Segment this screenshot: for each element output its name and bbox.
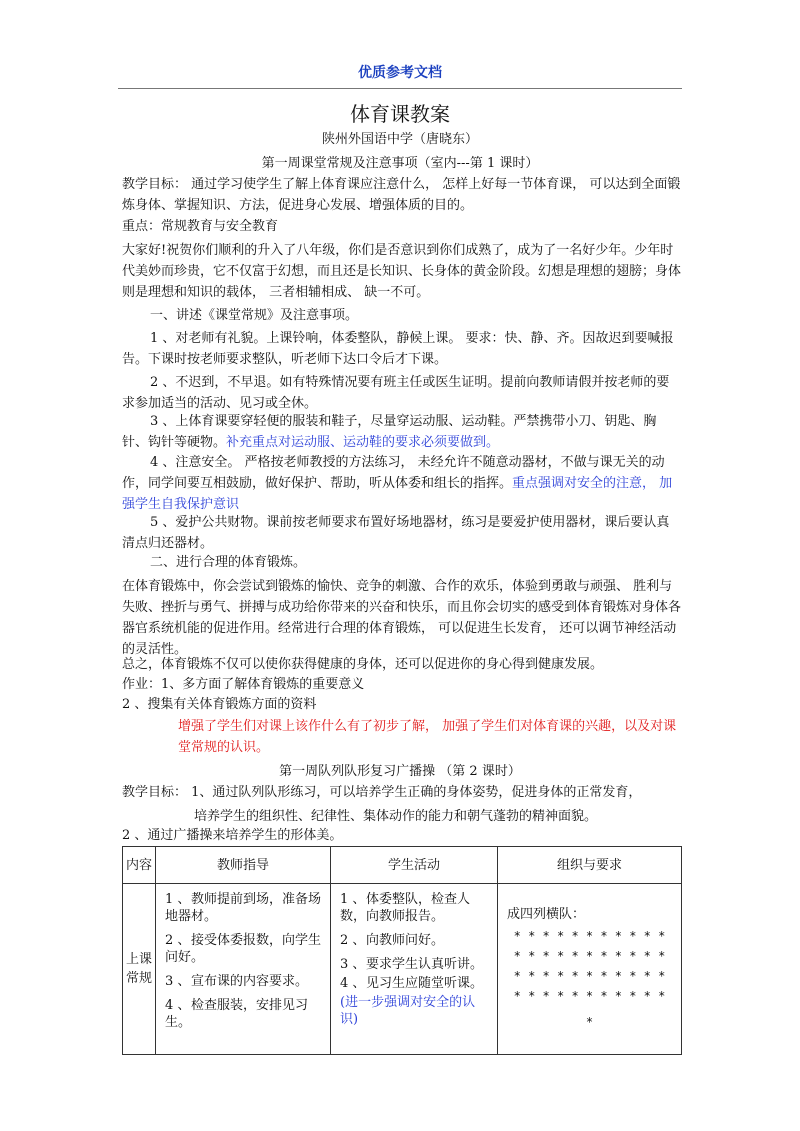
student-activity-cell [331,884,498,1055]
header-teacher: 教师指导 [156,847,331,884]
section-1-heading: 一、讲述《课堂常规》及注意事项。 [150,308,359,323]
list-item: 4 、见习生应随堂听课。 [340,976,484,991]
header-content: 内容 [123,847,156,884]
goal-2-line-2: 培养学生的组织性、纪律性、集体动作的能力和朝气蓬勃的精神面貌。 [194,809,598,824]
teacher-guidance-cell [156,884,331,1055]
rule-2: 2 、不迟到，不早退。如有特殊情况要有班主任或医生证明。提前向教师请假并按老师的要求参加适当的活动、见习或全休。 [122,375,670,411]
header-rule [118,88,682,89]
intro-paragraph: 大家好!祝贺你们顺利的升入了八年级，你们是否意识到你们成熟了，成为了一名好少年。少年时代美妙而珍贵，它不仅富于幻想，而且还是长知识、长身体的黄金阶段。幻想是理想的翅膀；身体则是理想和知识的载体， 三者相辅相成、 缺一不可。 [122,243,682,300]
rule-3-text: 3 、上体育课要穿轻便的服装和鞋子，尽量穿运动服、运动鞋。严禁携带小刀、钥匙、胸针、钩针等硬物。 [122,414,657,450]
exercise-paragraph: 在体育锻炼中，你会尝试到锻炼的愉快、竞争的刺激、合作的欢乐，体验到勇敢与顽强、 胜利与失败、挫折与勇气、拼搏与成功给你带来的兴奋和快乐，而且你会切实的感受到体育锻炼对身体各器官系统机能的促进作用。经常进行合理的体育锻炼， 可以促进生长发育， 还可以调节神经活动的灵活性。 [122,579,682,657]
formation-row: * * * * * * * * * * * [513,989,666,1003]
week1-lesson2-heading: 第一周队列队形复习广播操 （第 2 课时） [279,764,521,779]
rule-3-note: 补充重点对运动服、运动鞋的要求必须要做到。 [226,435,500,450]
rule-5: 5 、爱护公共财物。课前按老师要求布置好场地器材，练习是要爱护使用器材，课后要认真清点归还器材。 [122,515,670,551]
formation-row: * * * * * * * * * * * [513,969,666,983]
page-header: 优质参考文档 [358,65,442,81]
formation-diagram [499,926,680,1032]
row-label: 上课常规 [123,884,156,1055]
formation-row: * * * * * * * * * * * [513,929,666,943]
lesson-reflection: 增强了学生们对课上该作什么有了初步了解， 加强了学生们对体育课的兴趣，以及对课堂常规的认识。 [178,719,677,755]
list-item: 2 、接受体委报数，向学生问好。 [165,933,322,965]
summary-line: 总之，体育锻炼不仅可以使你获得健康的身体，还可以促进你的身心得到健康发展。 [122,657,604,672]
rule-4-text: 4 、注意安全。 严格按老师教授的方法练习， 未经允许不随意动器材，不做与课无关的动作，同学间要互相鼓励，做好保护、帮助，听从体委和组长的指挥。 [122,455,665,491]
formation-row: * * * * * * * * * * * [513,949,666,963]
homework-2: 2 、搜集有关体育锻炼方面的资料 [122,697,317,712]
table-header-row [123,847,682,884]
list-item: 3 、宣布课的内容要求。 [165,974,309,989]
week1-heading: 第一周课堂常规及注意事项（室内---第 1 课时） [261,156,539,171]
goal-2-line-3: 2 、通过广播操来培养学生的形体美。 [122,828,343,843]
student-safety-note: (进一步强调对安全的认识) [340,995,476,1027]
teacher-position-marker: * [585,1015,594,1029]
rule-3 [122,411,682,453]
lesson-plan-table [122,846,682,1055]
rule-1: 1 、对老师有礼貌。上课铃响，体委整队，静候上课。 要求：快、静、齐。因故迟到要喊报告。下课时按老师要求整队，听老师下达口令后才下课。 [122,331,674,367]
list-item: 4 、检查服装，安排见习生。 [165,998,309,1030]
goal-2-line-1: 教学目标： 1、通过队列队形练习，可以培养学生正确的身体姿势，促进身体的正常发育， [122,785,642,800]
rule-4-note: 重点强调对安全的注意， 加强学生自我保护意识 [122,476,673,512]
list-item: 3 、要求学生认真听讲。 [340,957,484,972]
doc-author: 陕州外国语中学（唐晓东） [321,132,478,147]
doc-title: 体育课教案 [350,102,450,126]
section-2-heading: 二、进行合理的体育锻炼。 [150,555,307,570]
goal-1: 教学目标： 通过学习使学生了解上体育课应注意什么， 怎样上好每一节体育课， 可以达到全面锻炼身体、掌握知识、方法，促进身心发展、增强体质的目的。 [122,177,681,213]
list-item: 1 、体委整队，检查人数，向教师报告。 [340,892,471,924]
rule-4 [122,452,682,515]
formation-title: 成四列横队： [507,907,586,922]
table-row [123,884,682,1055]
focus-line: 重点：常规教育与安全教育 [122,219,279,234]
header-organization: 组织与要求 [498,847,682,884]
list-item: 2 、向教师问好。 [340,933,445,948]
list-item: 1 、教师提前到场，准备场地器材。 [165,892,322,924]
header-student: 学生活动 [331,847,498,884]
homework-1: 作业：1、多方面了解体育锻炼的重要意义 [122,677,365,692]
organization-cell [498,884,682,1055]
